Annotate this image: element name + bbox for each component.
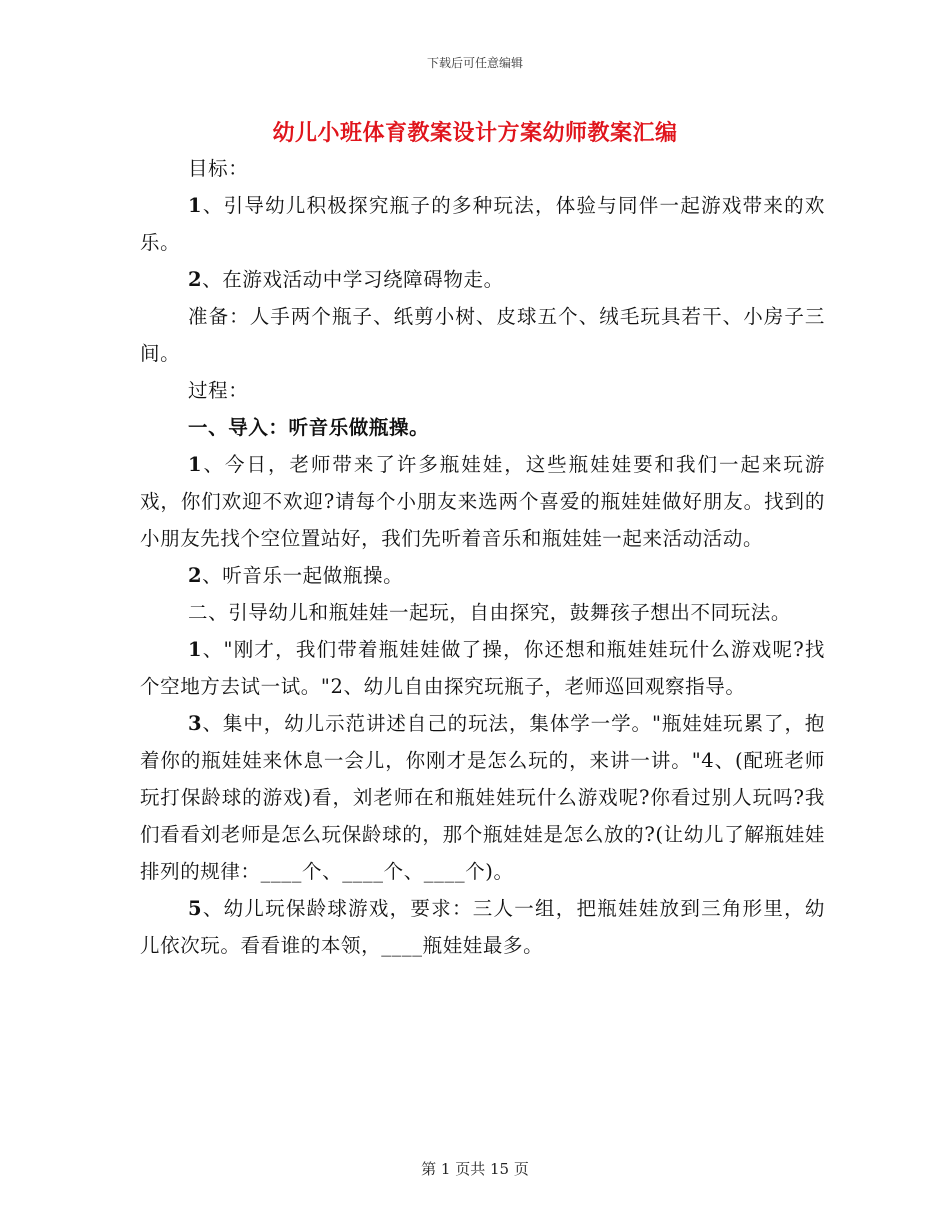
goal-item-1-text: 、引导幼儿积极探究瓶子的多种玩法，体验与同伴一起游戏带来的欢乐。 xyxy=(140,194,825,254)
goal-item-1-number: 1 xyxy=(188,194,203,217)
section-two-step-1-number: 1 xyxy=(188,638,203,661)
section-one-heading: 一、导入：听音乐做瓶操。 xyxy=(188,416,430,439)
section-two-step-3-text: 、集中，幼儿示范讲述自己的玩法，集体学一学。"瓶娃娃玩累了，抱着你的瓶娃娃来休息一会儿，你刚才是怎么玩的，来讲一讲。"4、(配班老师玩打保龄球的游戏)看，刘老师在和瓶娃娃玩什么游戏呢?你看过别人玩吗?我们看看刘老师是怎么玩保龄球的，那个瓶娃娃是怎么放的?(让幼儿了解瓶娃娃排列的规律：____个、____个、____个)。 xyxy=(140,712,825,883)
page-header-note: 下载后可任意编辑 xyxy=(426,56,523,70)
section-one-step-1-number: 1 xyxy=(188,453,203,476)
section-two-step-1 xyxy=(140,631,825,705)
section-one-step-2-text: 、听音乐一起做瓶操。 xyxy=(202,564,404,587)
section-two-step-1-text: 、"刚才，我们带着瓶娃娃做了操，你还想和瓶娃娃玩什么游戏呢?找个空地方去试一试。"2、幼儿自由探究玩瓶子，老师巡回观察指导。 xyxy=(140,638,825,698)
goal-heading: 目标： xyxy=(188,157,249,180)
section-two-step-5-number: 5 xyxy=(188,897,203,920)
section-two-step-5-text: 、幼儿玩保龄球游戏，要求：三人一组，把瓶娃娃放到三角形里，幼儿依次玩。看看谁的本领，____瓶娃娃最多。 xyxy=(140,897,825,957)
section-one-step-1 xyxy=(140,446,825,557)
section-one-step-2-number: 2 xyxy=(188,564,203,587)
section-two-heading: 二、引导幼儿和瓶娃娃一起玩，自由探究，鼓舞孩子想出不同玩法。 xyxy=(188,601,792,624)
section-two-step-5 xyxy=(140,890,825,964)
section-one-step-2 xyxy=(140,557,825,594)
goal-item-2-number: 2 xyxy=(188,268,203,291)
goal-item-2 xyxy=(140,261,825,298)
page-number-footer: 第 1 页共 15 页 xyxy=(421,1160,529,1178)
document-body xyxy=(140,150,825,964)
section-one-step-1-text: 、今日，老师带来了许多瓶娃娃，这些瓶娃娃要和我们一起来玩游戏，你们欢迎不欢迎?请每个小朋友来选两个喜爱的瓶娃娃做好朋友。找到的小朋友先找个空位置站好，我们先听着音乐和瓶娃娃一起来活动活动。 xyxy=(140,453,825,550)
section-two-step-3 xyxy=(140,705,825,890)
process-heading: 过程： xyxy=(188,379,249,402)
goal-item-2-text: 、在游戏活动中学习绕障碍物走。 xyxy=(202,268,504,291)
section-two-step-3-number: 3 xyxy=(188,712,203,735)
document-title: 幼儿小班体育教案设计方案幼师教案汇编 xyxy=(272,120,678,146)
preparation-paragraph: 准备：人手两个瓶子、纸剪小树、皮球五个、绒毛玩具若干、小房子三间。 xyxy=(140,305,825,365)
goal-item-1 xyxy=(140,187,825,261)
